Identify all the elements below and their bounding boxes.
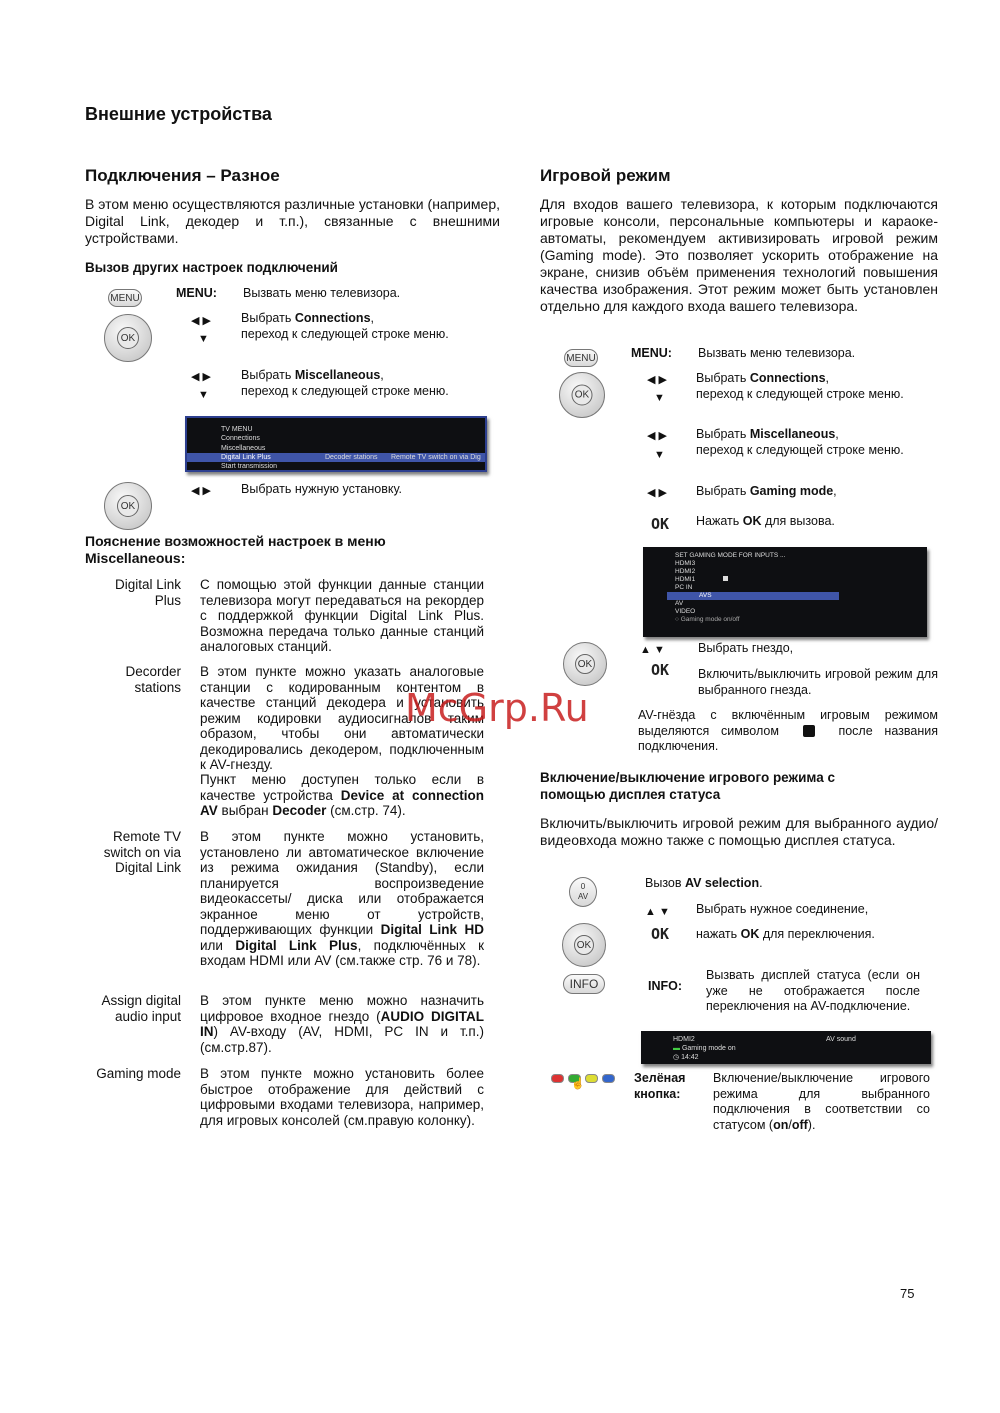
gaming-symbol-icon bbox=[723, 576, 728, 581]
step-miscellaneous: Выбрать Miscellaneous, bbox=[696, 427, 839, 441]
clock-icon: ◷ bbox=[673, 1054, 680, 1061]
down-arrow-icon: ▼ bbox=[654, 449, 665, 461]
step-select-socket: Выбрать гнездо, bbox=[698, 641, 794, 655]
screen-row: HDMI1 bbox=[643, 576, 927, 584]
gaming-mode-screenshot bbox=[643, 547, 927, 637]
item-desc-decoder-note: Пункт меню доступен только если в качестве устройства Device at connection AV выбран Decoder (см.стр. 74). bbox=[200, 772, 485, 818]
item-label-assign-audio: Assign digital audio input bbox=[101, 993, 181, 1024]
color-buttons-icon bbox=[551, 1072, 617, 1090]
screen-row: Connections bbox=[221, 435, 260, 443]
up-down-arrows-icon: ▲ ▼ bbox=[645, 906, 670, 918]
gaming-indicator-icon: ▬ bbox=[673, 1045, 680, 1052]
menu-button-icon: MENU bbox=[564, 349, 598, 367]
step-miscellaneous: Выбрать Miscellaneous, bbox=[241, 368, 384, 382]
item-desc-assign-audio: В этом пункте меню можно назначить цифровое входное гнездо (AUDIO DIGITAL IN) AV-входу (AV, HDMI, PC IN и т.п.) (см.стр.87). bbox=[200, 993, 484, 1055]
step-select-connection: Выбрать нужное соединение, bbox=[696, 902, 869, 916]
screen-row: TV MENU bbox=[221, 426, 253, 433]
green-button-label: Зелёная кнопка: bbox=[634, 1071, 686, 1101]
gaming-symbol-note: AV-гнёзда с включённым игровым режимом выделяются символом после названия подключения. bbox=[638, 708, 938, 753]
left-right-arrows-icon: ◀ ▶ bbox=[191, 371, 211, 383]
status-time: 14:42 bbox=[681, 1054, 699, 1061]
gaming-symbol-icon bbox=[803, 725, 815, 737]
status-intro-paragraph: Включить/выключить игровой режим для выбранного аудио/видеовхода можно также с помощью дисплея статуса. bbox=[540, 815, 938, 848]
step-miscellaneous-next: переход к следующей строке меню. bbox=[696, 443, 904, 457]
step-connections-next: переход к следующей строке меню. bbox=[241, 327, 449, 341]
step-miscellaneous-next: переход к следующей строке меню. bbox=[241, 384, 449, 398]
screen-row: AV bbox=[675, 600, 684, 607]
av-button-icon: 0 AV bbox=[569, 877, 597, 907]
status-mode: Gaming mode on bbox=[681, 1045, 736, 1052]
page-number: 75 bbox=[900, 1286, 915, 1301]
left-right-arrows-icon: ◀ ▶ bbox=[647, 374, 667, 386]
menu-key-label: MENU: bbox=[176, 286, 217, 300]
step-connections: Выбрать Connections, bbox=[241, 311, 375, 325]
down-arrow-icon: ▼ bbox=[198, 333, 209, 345]
green-button-text: Включение/выключение игрового режима для выбранного подключения в соответствии со статусом (on/off). bbox=[713, 1071, 930, 1132]
screen-row: VIDEO bbox=[675, 608, 696, 615]
navigation-wheel-icon: OK bbox=[563, 642, 607, 686]
status-input: HDMI2 bbox=[673, 1036, 695, 1043]
screen-footer: ○ Gaming mode on/off bbox=[675, 616, 740, 623]
navigation-wheel-icon: OK bbox=[562, 923, 606, 967]
down-arrow-icon: ▼ bbox=[198, 389, 209, 401]
item-label-digital-link-plus: Digital Link Plus bbox=[114, 577, 181, 608]
menu-key-text: Вызвать меню телевизора. bbox=[243, 286, 401, 300]
step-toggle-gaming: Включить/выключить игровой режим для выбранного гнезда. bbox=[698, 667, 938, 697]
navigation-wheel-icon: OK bbox=[559, 372, 605, 418]
intro-paragraph: В этом меню осуществляются различные установки (например, Digital Link, декодер и т.п.), связанные с внешними устройствами. bbox=[85, 196, 500, 246]
screen-row-selected: Digital Link Plus Decoder stations Remote TV switch on via Dig bbox=[187, 453, 485, 462]
screen-row: PC IN bbox=[675, 584, 693, 591]
status-display-screenshot bbox=[641, 1031, 931, 1064]
item-desc-decoder-stations: В этом пункте можно указать аналоговые станции с кодированным контентом в качестве станций декодера и установить режим кодировки аудиосигналов таким образом, чтобы они автоматически декодировались декодером, подключенным к AV-гнезду. bbox=[200, 664, 484, 772]
step-press-ok-switch: нажать OK для переключения. bbox=[696, 927, 875, 941]
subheading-status-display: Включение/выключение игрового режима с помощью дисплея статуса bbox=[540, 770, 835, 802]
watermark: McGrp.Ru bbox=[405, 686, 589, 730]
item-label-decoder-stations: Decorder stations bbox=[125, 664, 181, 695]
info-button-icon: INFO bbox=[563, 974, 605, 994]
info-key-text: Вызвать дисплей статуса (если он уже не отображается после переключения на AV-подключение. bbox=[706, 968, 920, 1013]
step-gaming-mode: Выбрать Gaming mode, bbox=[696, 484, 837, 498]
step-press-ok: Нажать OK для вызова. bbox=[696, 514, 835, 528]
ok-key-icon: OK bbox=[651, 661, 670, 679]
subheading-explanation: Пояснение возможностей настроек в меню Miscellaneous: bbox=[85, 533, 386, 566]
left-right-arrows-icon: ◀ ▶ bbox=[647, 430, 667, 442]
down-arrow-icon: ▼ bbox=[654, 392, 665, 404]
item-desc-digital-link-plus: С помощью этой функции данные станции телевизора могут передаваться на рекордер с поддержкой функции Digital Link Plus. Возможна передача только данные станций аналоговых станций. bbox=[200, 577, 484, 654]
info-key-label: INFO: bbox=[648, 979, 683, 993]
item-desc-remote-tv-switch: В этом пункте можно установить, установлено ли автоматическое включение из режима ожидания (Standby), если планируется воспроизведение видеокассеты/ диска или отображается экранное меню от устройств, поддерживающих функции Digital Link HD или Digital Link Plus, подключённых к входам HDMI или AV (см.также стр. 76 и 78). bbox=[200, 829, 485, 968]
step-connections-next: переход к следующей строке меню. bbox=[696, 387, 904, 401]
step-av-selection: Вызов AV selection. bbox=[645, 876, 763, 890]
screen-row-selected: AVS bbox=[667, 592, 839, 600]
ok-key-icon: OK bbox=[651, 925, 670, 943]
status-sound: AV sound bbox=[826, 1036, 856, 1043]
gaming-intro-paragraph: Для входов вашего телевизора, к которым подключаются игровые консоли, персональные компьютеры и караоке-автоматы, рекомендуем активизировать игровой режим (Gaming mode). Это позволяет ускорить отображение на экране, снизив объём применения технологий повышения качества изображения. Этот режим может быть установлен отдельно для каждого входа вашего телевизора. bbox=[540, 196, 938, 314]
screen-row: Start transmission bbox=[221, 463, 278, 471]
item-label-gaming-mode: Gaming mode bbox=[96, 1066, 181, 1081]
screen-title: SET GAMING MODE FOR INPUTS ... bbox=[675, 552, 786, 559]
section-heading-gaming: Игровой режим bbox=[540, 166, 671, 185]
menu-key-label: MENU: bbox=[631, 346, 672, 360]
item-label-remote-tv-switch: Remote TV switch on via Digital Link bbox=[103, 829, 181, 875]
screen-row: HDMI3 bbox=[675, 560, 696, 567]
ok-key-icon: OK bbox=[651, 515, 670, 533]
left-right-arrows-icon: ◀ ▶ bbox=[191, 485, 211, 497]
screen-row: Miscellaneous bbox=[221, 444, 266, 452]
step-select-setting: Выбрать нужную установку. bbox=[241, 482, 402, 496]
left-right-arrows-icon: ◀ ▶ bbox=[191, 315, 211, 327]
item-desc-gaming-mode: В этом пункте можно установить более быстрое отображение для действий с цифровыми входами телевизора, например, для игровых консолей (см.правую колонку). bbox=[200, 1066, 484, 1128]
section-heading-connections: Подключения – Разное bbox=[85, 166, 280, 185]
menu-key-text: Вызвать меню телевизора. bbox=[698, 346, 856, 360]
up-down-arrows-icon: ▲ ▼ bbox=[640, 644, 665, 656]
step-connections: Выбрать Connections, bbox=[696, 371, 830, 385]
tv-menu-screenshot bbox=[185, 416, 487, 472]
left-right-arrows-icon: ◀ ▶ bbox=[647, 487, 667, 499]
subheading-other-settings: Вызов других настроек подключений bbox=[85, 260, 338, 275]
menu-button-icon: MENU bbox=[108, 289, 142, 307]
screen-row: HDMI2 bbox=[675, 568, 696, 575]
navigation-wheel-icon: OK bbox=[104, 314, 152, 362]
page-title: Внешние устройства bbox=[85, 104, 272, 124]
hand-pointer-icon: ☝ bbox=[571, 1078, 585, 1090]
navigation-wheel-icon: OK bbox=[104, 482, 152, 530]
